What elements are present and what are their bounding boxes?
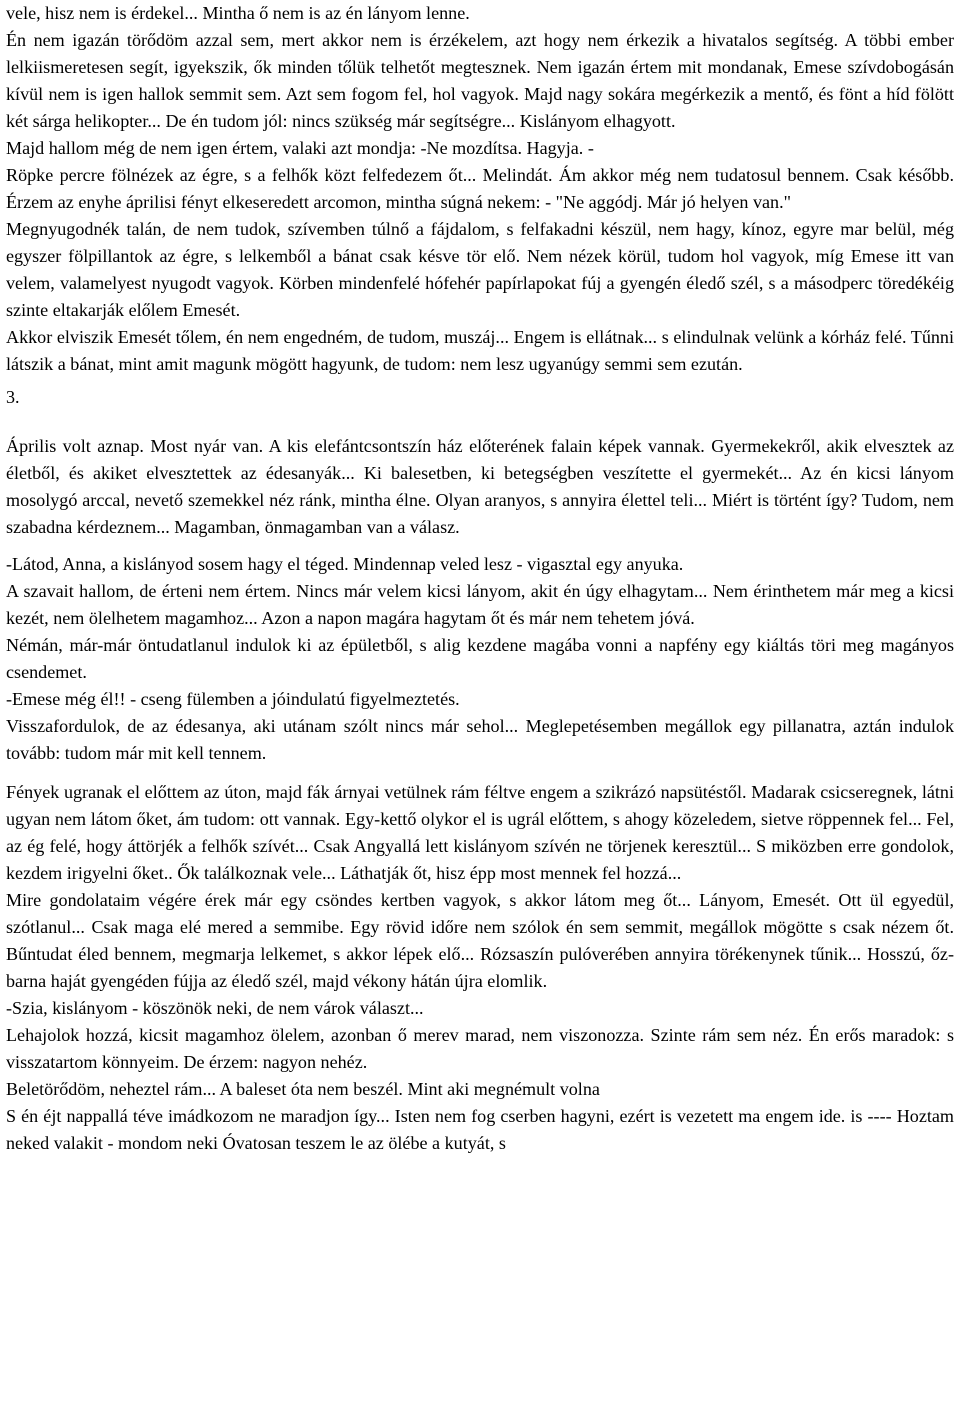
paragraph: Akkor elviszik Emesét tőlem, én nem engedném, de tudom, muszáj... Engem is ellátnak... s elindulnak velünk a kórház felé. Tűnni látszik a bánat, mint amit magunk mögött hagyunk, de tudom: nem lesz ugyanúgy semmi sem ezután. — [6, 327, 954, 374]
paragraph: Visszafordulok, de az édesanya, aki utánam szólt nincs már sehol... Meglepetésemben megállok egy pillanatra, aztán indulok tovább: tudom már mit kell tennem. — [6, 716, 954, 763]
paragraph: Röpke percre fölnézek az égre, s a felhők közt felfedezem őt... Melindát. Ám akkor még nem tudatosul bennem. Csak később. Érzem az enyhe áprilisi fényt elkeseredett arcomon, mintha súgná nekem: - "Ne aggódj. Már jó helyen van." — [6, 165, 954, 212]
paragraph: Majd hallom még de nem igen értem, valaki azt mondja: -Ne mozdítsa. Hagyja. - — [6, 138, 594, 158]
paragraph: -Emese még él!! - cseng fülemben a jóindulatú figyelmeztetés. — [6, 689, 460, 709]
document-page — [6, 0, 954, 1157]
paragraph: -Látod, Anna, a kislányod sosem hagy el téged. Mindennap veled lesz - vigasztal egy anyuka. — [6, 554, 684, 574]
paragraph: Megnyugodnék talán, de nem tudok, szívemben túlnő a fájdalom, s felfakadni készül, nem hagy, kínoz, egyre mar belül, még egyszer fölpillantok az égre, s lelkemből a bánat csak késve tör elő. Nem nézek körül, tudom hol vagyok, míg Emese itt van velem, valamelyest nyugodt vagyok. Körben mindenfelé hófehér papírlapokat fúj a gyengén éledő szél, s a másodperc töredékéig szinte eltakarják előlem Emesét. — [6, 219, 954, 320]
paragraph: Én nem igazán törődöm azzal sem, mert akkor nem is érzékelem, azt hogy nem érkezik a hivatalos segítség. A többi ember lelkiismeretesen segít, igyekszik, ők minden tőlük telhetőt megtesznek. Nem igazán értem mit mondanak, Emese szívdobogásán kívül nem is igen hallok semmit sem. Azt sem fogom fel, hol vagyok. Majd nagy sokára megérkezik a mentő, és fönt a híd fölött két sárga helikopter... De én tudom jól: nincs szükség már segítségre... Kislányom elhagyott. — [6, 30, 954, 131]
paragraph: Lehajolok hozzá, kicsit magamhoz ölelem, azonban ő merev marad, nem viszonozza. Szinte rám sem néz. Én erős maradok: s visszatartom könnyeim. De érzem: nagyon nehéz. — [6, 1025, 954, 1072]
section-number: 3. — [6, 387, 20, 407]
paragraph: S én éjt nappallá téve imádkozom ne maradjon így... Isten nem fog cserben hagyni, ezért is vezetett ma engem ide. is ---- Hoztam neked valakit - mondom neki Óvatosan teszem le az ölébe a kutyát, s — [6, 1106, 954, 1153]
paragraph: vele, hisz nem is érdekel... Mintha ő nem is az én lányom lenne. — [6, 3, 470, 23]
paragraph: Fények ugranak el előttem az úton, majd fák árnyai vetülnek rám féltve engem a szikrázó napsütéstől. Madarak csicseregnek, látni ugyan nem látom őket, ám tudom: ott vannak. Egy-kettő olykor el is ugrál előttem, s ahogy közeledem, sietve röppennek fel... Fel, az ég felé, hogy áttörjék a felhők szívét... Csak Angyallá lett kislányom szívén ne törjenek keresztül... S miközben erre gondolok, kezdem irigyelni őket.. Ők találkoznak vele... Láthatják őt, hisz épp most mennek fel hozzá... — [6, 782, 954, 883]
paragraph: -Szia, kislányom - köszönök neki, de nem várok választ... — [6, 998, 424, 1018]
paragraph: Némán, már-már öntudatlanul indulok ki az épületből, s alig kezdene magába vonni a napfény egy kiáltás töri meg magányos csendemet. — [6, 635, 954, 682]
paragraph: A szavait hallom, de érteni nem értem. Nincs már velem kicsi lányom, akit én úgy elhagytam... Nem érinthetem már meg a kicsi kezét, nem ölelhetem magamhoz... Azon a napon magára hagytam őt és már nem tehetem jóvá. — [6, 581, 954, 628]
paragraph: Mire gondolataim végére érek már egy csöndes kertben vagyok, s akkor látom meg őt... Lányom, Emesét. Ott ül egyedül, szótlanul... Csak maga elé mered a semmibe. Egy rövid időre nem szólok én sem semmit, megállok mögötte s csak nézem őt. Bűntudat éled bennem, megmarja lelkemet, s akkor lépek elő... Rózsaszín pulóverében annyira törékenynek tűnik... Hosszú, őz-barna haját gyengéden fújja az éledő szél, majd vékony hátán újra elomlik. — [6, 890, 954, 991]
paragraph: Beletörődöm, neheztel rám... A baleset óta nem beszél. Mint aki megnémult volna — [6, 1079, 600, 1099]
section-intro-paragraph: Április volt aznap. Most nyár van. A kis elefántcsontszín ház előterének falain képek vannak. Gyermekekről, akik elvesztek az életből, és akiket elvesztettek az édesanyák... Ki balesetben, ki betegségben veszítette el gyermekét... Az én kicsi lányom mosolygó arccal, nevető szemekkel néz ránk, mintha élne. Olyan aranyos, s annyira élettel teli... Miért is történt így? Tudom, nem szabadna kérdeznem... Magamban, önmagamban van a válasz. — [6, 436, 954, 537]
